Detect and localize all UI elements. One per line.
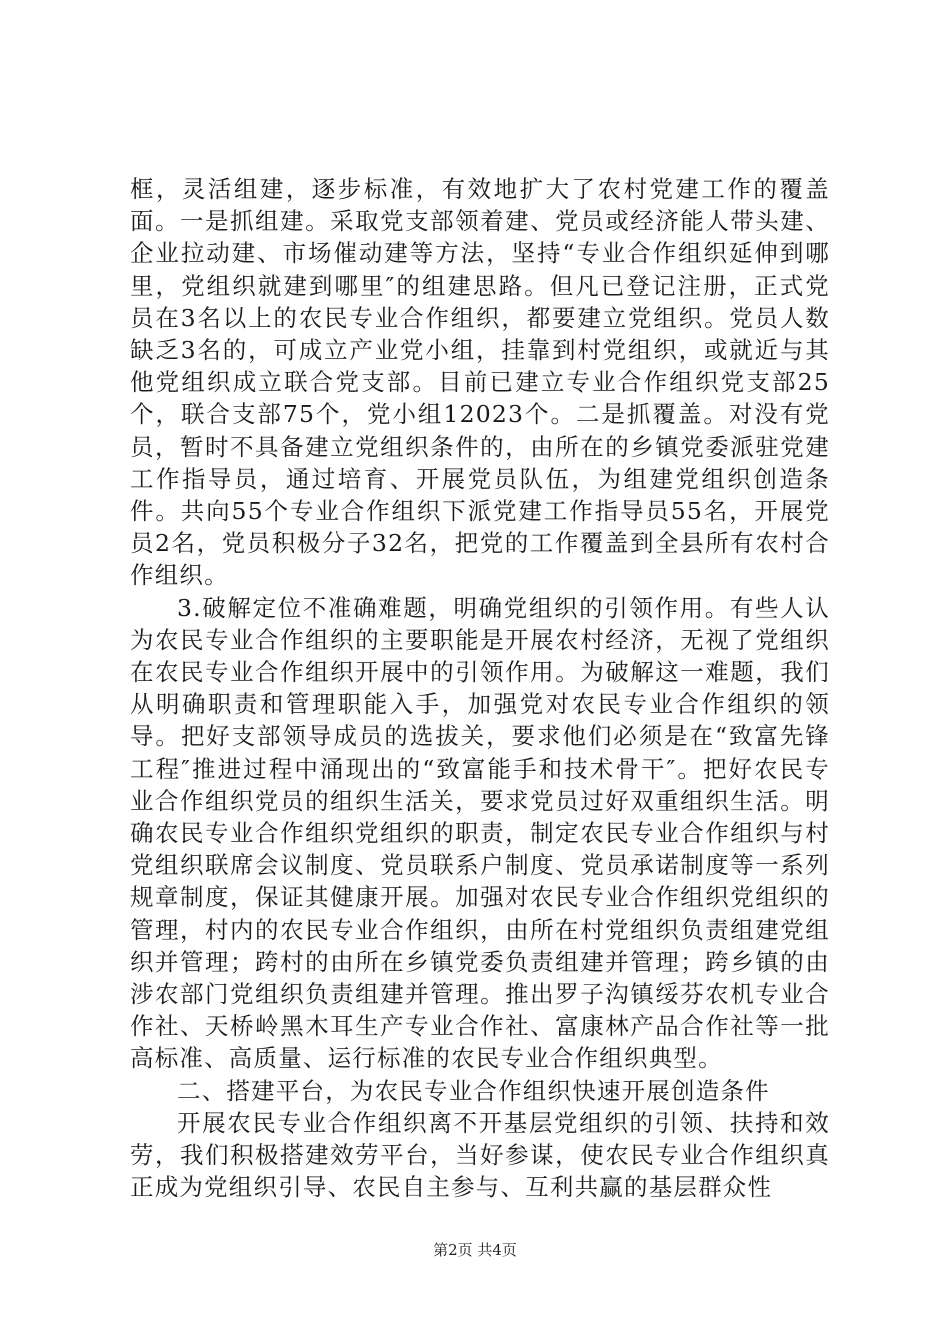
body-paragraph-1: 框，灵活组建，逐步标准，有效地扩大了农村党建工作的覆盖面。一是抓组建。采取党支部领着建、党员或经济能人带头建、企业拉动建、市场催动建等方法，坚持“专业合作组织延伸到哪里，党组织就建到哪里″的组建思路。但凡已登记注册，正式党员在3名以上的农民专业合作组织，都要建立党组织。党员人数缺乏3名的，可成立产业党小组，挂靠到村党组织，或就近与其他党组织成立联合党支部。目前已建立专业合作组织党支部25个，联合支部75个，党小组12023个。二是抓覆盖。对没有党员，暂时不具备建立党组织条件的，由所在的乡镇党委派驻党建工作指导员，通过培育、开展党员队伍，为组建党组织创造条件。共向55个专业合作组织下派党建工作指导员55名，开展党员2名，党员积极分子32名，把党的工作覆盖到全县所有农村合作组织。 bbox=[130, 175, 830, 590]
document-body bbox=[130, 173, 830, 1204]
page-footer: 第2页 共4页 bbox=[433, 1241, 517, 1259]
body-paragraph-3: 开展农民专业合作组织离不开基层党组织的引领、扶持和效劳，我们积极搭建效劳平台，当好参谋，使农民专业合作组织真正成为党组织引导、农民自主参与、互利共赢的基层群众性 bbox=[130, 1108, 830, 1202]
body-paragraph-2: 3.破解定位不准确难题，明确党组织的引领作用。有些人认为农民专业合作组织的主要职能是开展农村经济，无视了党组织在农民专业合作组织开展中的引领作用。为破解这一难题，我们从明确职责和管理职能入手，加强党对农民专业合作组织的领导。把好支部领导成员的选拔关，要求他们必须是在“致富先锋工程″推进过程中涌现出的“致富能手和技术骨干″。把好农民专业合作组织党员的组织生活关，要求党员过好双重组织生活。明确农民专业合作组织党组织的职责，制定农民专业合作组织与村党组织联席会议制度、党员联系户制度、党员承诺制度等一系列规章制度，保证其健康开展。加强对农民专业合作组织党组织的管理，村内的农民专业合作组织，由所在村党组织负责组建党组织并管理；跨村的由所在乡镇党委负责组建并管理；跨乡镇的由涉农部门党组织负责组建并管理。推出罗子沟镇绥芬农机专业合作社、天桥岭黑木耳生产专业合作社、富康林产品合作社等一批高标准、高质量、运行标准的农民专业合作组织典型。 bbox=[130, 593, 830, 1073]
section-heading: 二、搭建平台，为农民专业合作组织快速开展创造条件 bbox=[177, 1076, 770, 1105]
